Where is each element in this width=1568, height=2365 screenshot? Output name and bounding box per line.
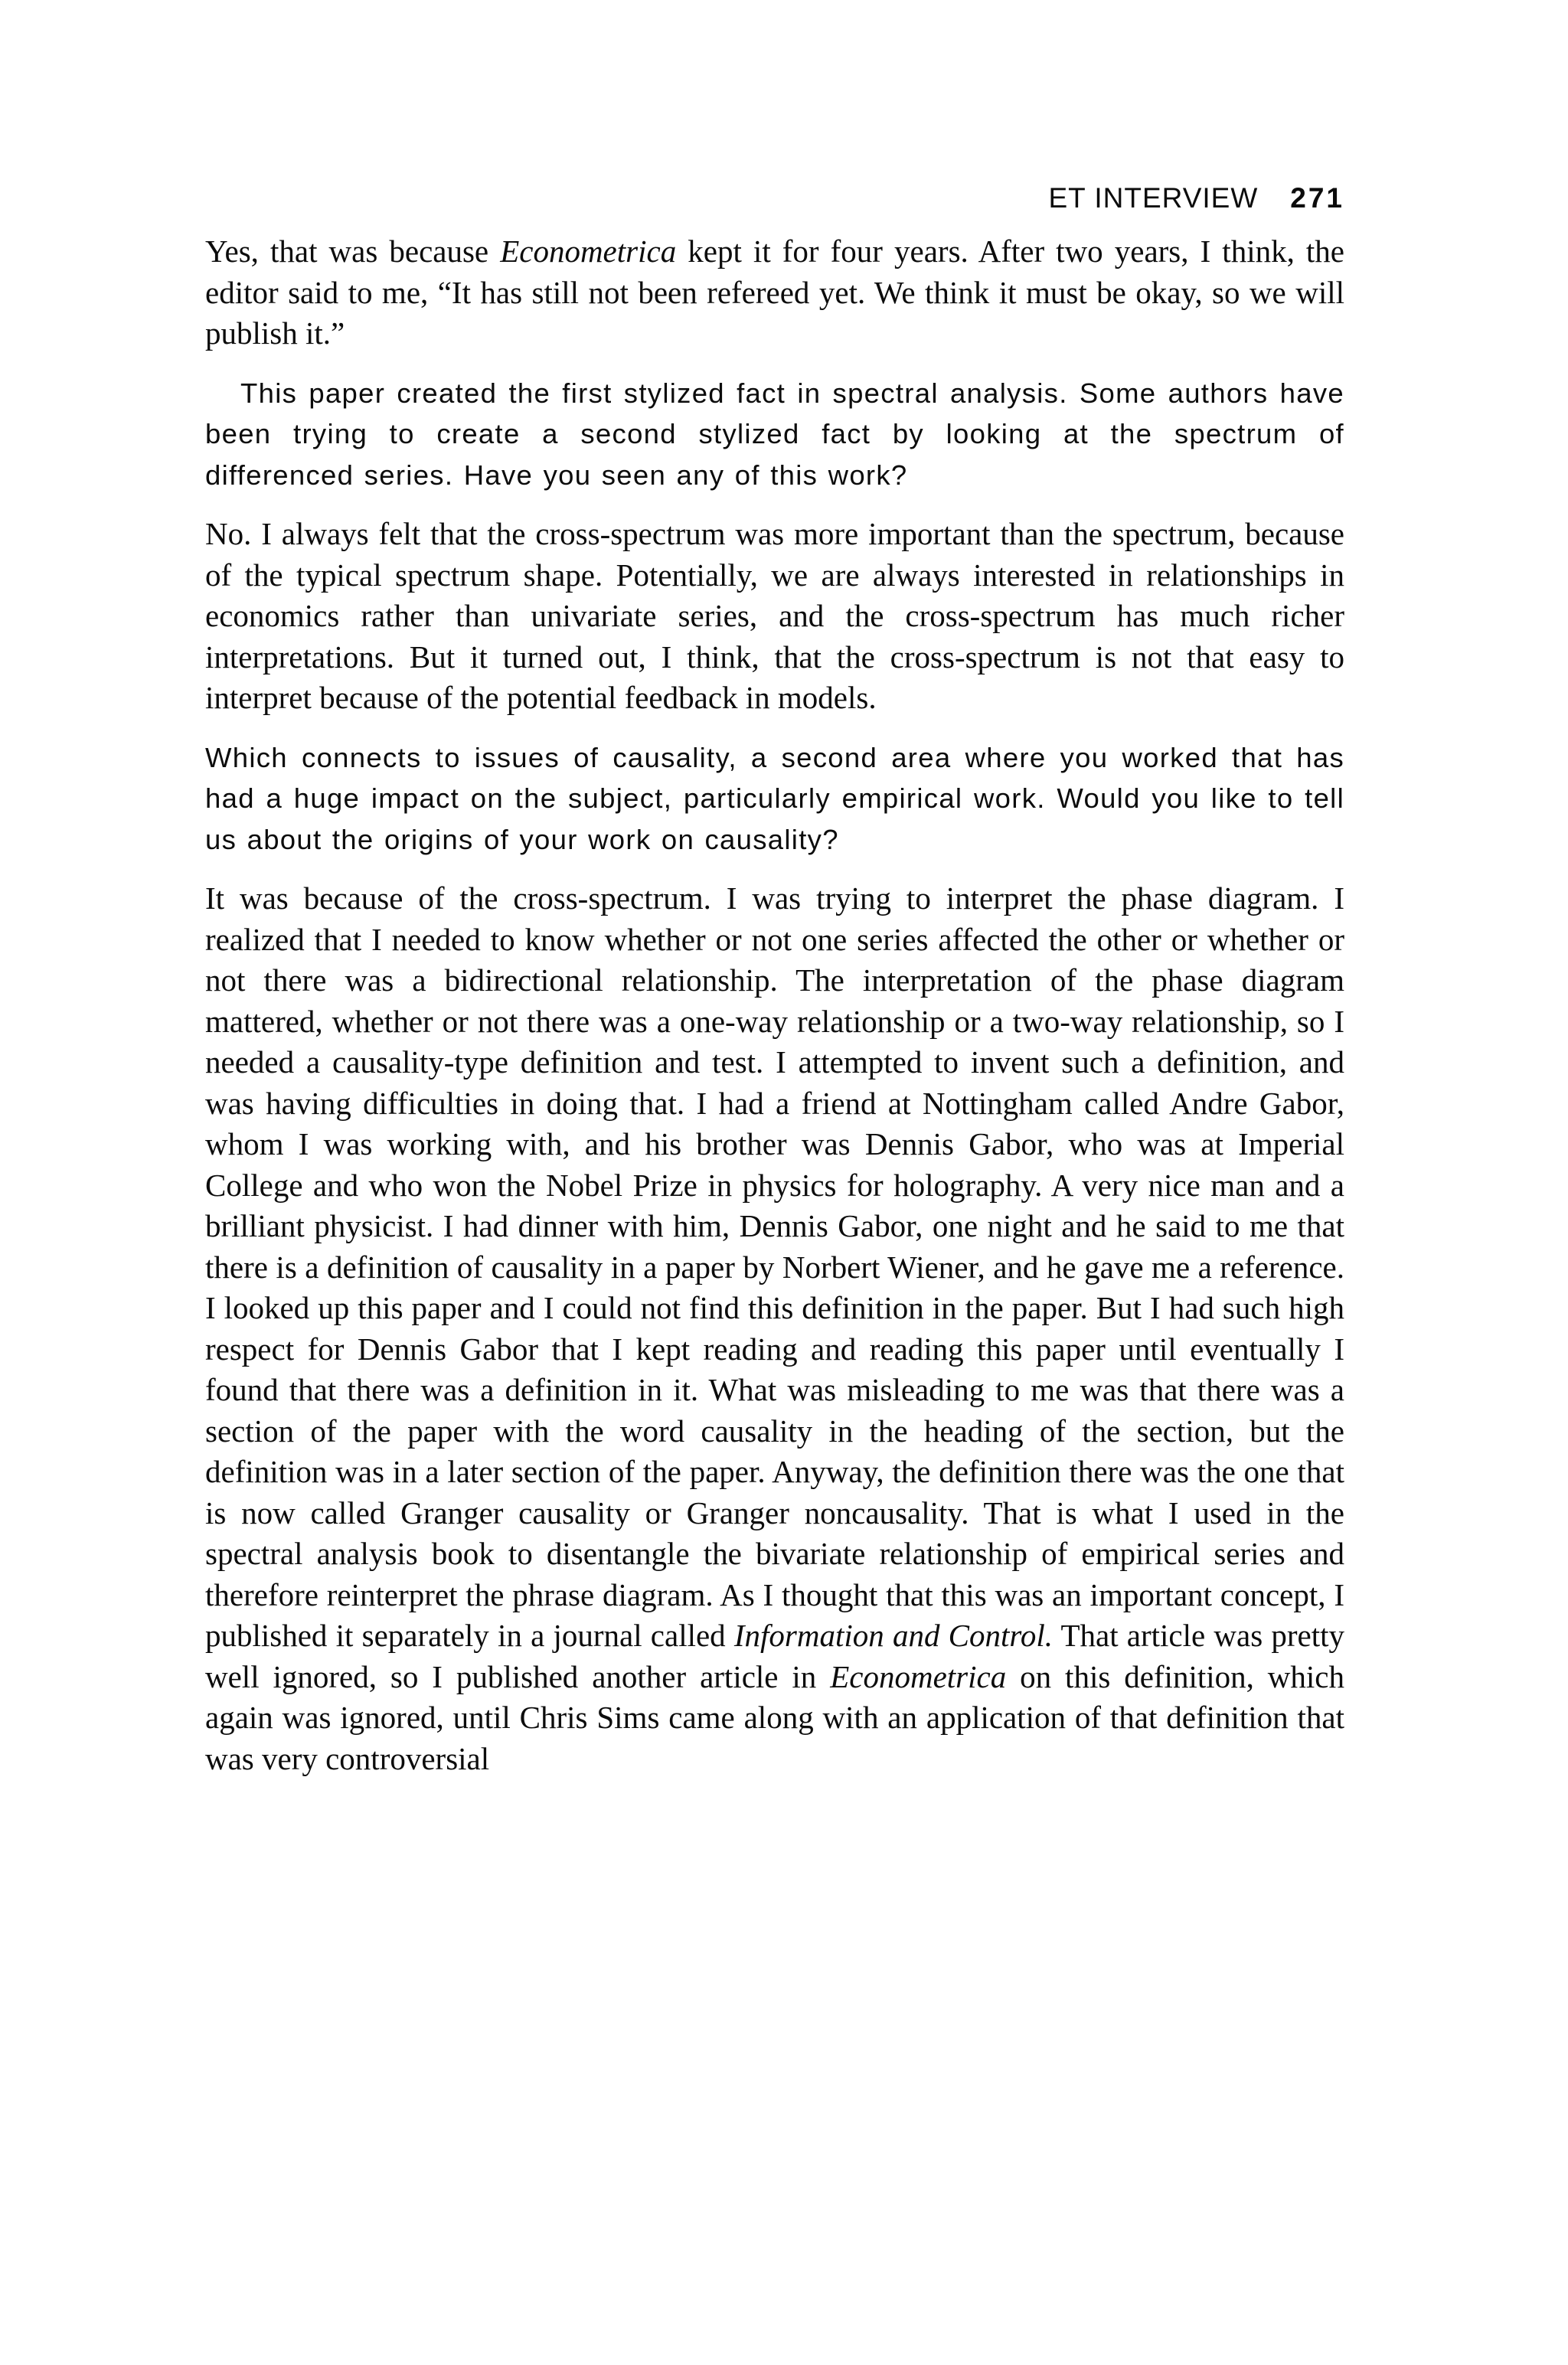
document-page — [205, 182, 1344, 1798]
question-paragraph-1 — [205, 373, 1344, 496]
text-segment: No. I always felt that the cross-spectrum was more important than the spectrum, because of the typical spectrum shape. Potentially, we are always interested in relationships in economics rather than univariate series, and the cross-spectrum has much richer interpretations. But it turned out, I think, that the cross-spectrum is not that easy to interpret because of the potential feedback in models. — [205, 516, 1344, 715]
body-text — [205, 231, 1344, 1779]
answer-paragraph-2 — [205, 514, 1344, 719]
text-segment-italic: Econometrica — [500, 234, 677, 269]
text-segment: Yes, that was because — [205, 234, 501, 269]
text-segment: This paper created the first stylized fact in spectral analysis. Some authors have been trying to create a second stylized fact by looking at the spectrum of differenced series. Have you seen any of this work? — [205, 377, 1344, 491]
running-head — [205, 182, 1344, 214]
text-segment: kept it for four years. After two years, I think, the editor said to me, “It has still not been refereed yet. We think it must be okay, so we will publish it.” — [205, 234, 1344, 351]
text-segment: on this definition, which again was ignored, until Chris Sims came along with an application of that definition that was very controversial — [205, 1658, 1344, 1776]
text-segment: Which connects to issues of causality, a second area where you worked that has had a huge impact on the subject, particularly empirical work. Would you like to tell us about the origins of your work on causality? — [205, 741, 1344, 855]
answer-paragraph-3 — [205, 878, 1344, 1779]
text-segment-italic: Econometrica — [830, 1658, 1007, 1694]
page-number: 271 — [1290, 182, 1344, 214]
running-head-title: ET INTERVIEW — [1048, 182, 1259, 214]
text-segment: That article was pretty well ignored, so I published another article in — [205, 1618, 1344, 1694]
question-paragraph-2 — [205, 737, 1344, 861]
text-segment-italic: Information and Control. — [733, 1618, 1053, 1653]
answer-paragraph-1 — [205, 231, 1344, 354]
text-segment: It was because of the cross-spectrum. I was trying to interpret the phase diagram. I realized that I needed to know whether or not one series affected the other or whether or not there was a bidirectional relationship. The interpretation of the phase diagram mattered, whether or not there was a one-way relationship or a two-way relationship, so I needed a causality-type definition and test. I attempted to invent such a definition, and was having difficulties in doing that. I had a friend at Nottingham called Andre Gabor, whom I was working with, and his brother was Dennis Gabor, who was at Imperial College and who won the Nobel Prize in physics for holography. A very nice man and a brilliant physicist. I had dinner with him, Dennis Gabor, one night and he said to me that there is a definition of causality in a paper by Norbert Wiener, and he gave me a reference. I looked up this paper and I could not find this definition in the paper. But I had such high respect for Dennis Gabor that I kept reading and reading this paper until eventually I found that there was a definition in it. What was misleading to me was that there was a section of the paper with the word causality in the heading of the section, but the definition was in a later section of the paper. Anyway, the definition there was the one that is now called Granger causality or Granger noncausality. That is what I used in the spectral analysis book to disentangle the bivariate relationship of empirical series and therefore reinterpret the phrase diagram. As I thought that this was an important concept, I published it separately in a journal called — [205, 880, 1344, 1653]
